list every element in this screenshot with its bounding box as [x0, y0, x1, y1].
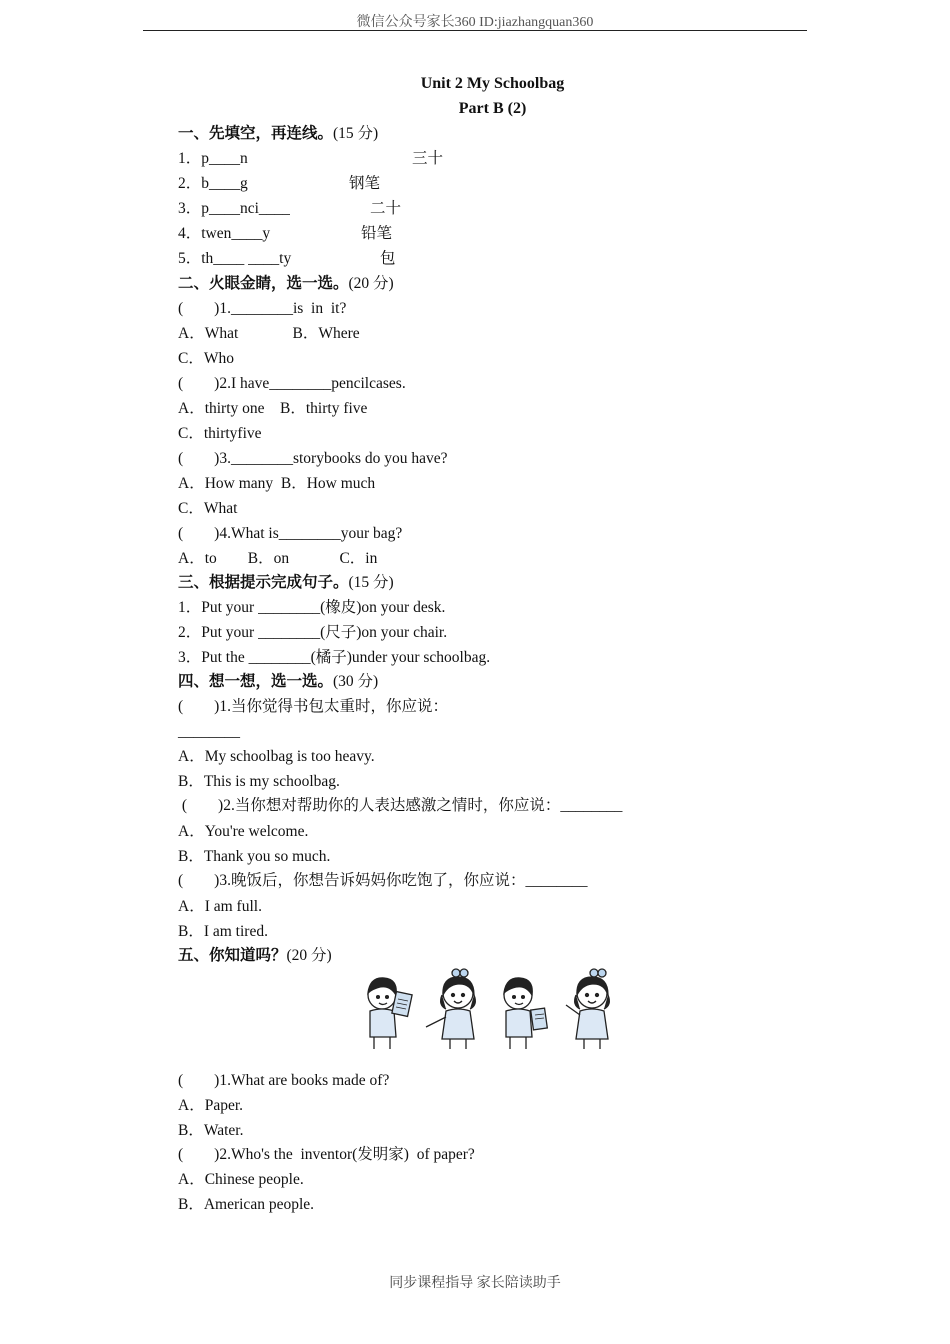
sentence-line: 2．Put your ________(尺子)on your chair. [178, 624, 448, 641]
question-line: ( )2.Who's the inventor(发明家) of paper? [178, 1146, 475, 1163]
sentence-line: 1．Put your ________(橡皮)on your desk. [178, 599, 446, 616]
question-line: ( )2.当你想对帮助你的人表达感激之情时，你应说：________ [178, 797, 623, 814]
answer-blank: ________ [178, 723, 240, 740]
match-word: 三十 [412, 150, 444, 167]
option-line: A．My schoolbag is too heavy. [178, 748, 375, 765]
option-line: A．Paper. [178, 1097, 244, 1114]
option-line: A．Chinese people. [178, 1171, 304, 1188]
section-4-heading: 四、想一想，选一选。(30 分) [178, 673, 379, 690]
match-word: 包 [380, 250, 396, 267]
page-footer: 同步课程指导 家长陪读助手 [389, 1276, 561, 1291]
option-line: B．Thank you so much. [178, 848, 331, 865]
question-line: ( )3.________storybooks do you have? [178, 450, 448, 467]
section-5-heading: 五、你知道吗？(20 分) [178, 947, 332, 964]
option-line: A．You're welcome. [178, 823, 309, 840]
question-line: ( )2.I have________pencilcases. [178, 375, 406, 392]
fill-item: 2．b____g [178, 175, 248, 192]
question-line: ( )3.晚饭后，你想告诉妈妈你吃饱了，你应说：________ [178, 872, 588, 889]
option-line: C．What [178, 500, 238, 517]
option-line: A．I am full. [178, 898, 262, 915]
sentence-line: 3．Put the ________(橘子)under your schoolbag. [178, 649, 491, 666]
header-rule [143, 30, 807, 31]
page-title: Unit 2 My Schoolbag [420, 75, 565, 92]
section-2-heading: 二、火眼金睛，选一选。(20 分) [178, 275, 394, 292]
fill-item: 5．th____ ____ty [178, 250, 292, 267]
question-line: ( )1.What are books made of? [178, 1072, 390, 1089]
page-header: 微信公众号家长360 ID:jiazhangquan360 [356, 15, 594, 30]
page-subtitle: Part B (2) [458, 100, 527, 117]
fill-item: 4．twen____y [178, 225, 271, 242]
option-line: A．to B．on C．in [178, 550, 378, 567]
option-line: A．thirty one B．thirty five [178, 400, 368, 417]
option-line: C．Who [178, 350, 234, 367]
option-line: A．How many B．How much [178, 475, 376, 492]
option-line: C．thirtyfive [178, 425, 262, 442]
section-1-heading: 一、先填空，再连线。(15 分) [178, 125, 379, 142]
match-word: 铅笔 [361, 225, 393, 242]
section-3-heading: 三、根据提示完成句子。(15 分) [178, 574, 394, 591]
option-line: B．This is my schoolbag. [178, 773, 340, 790]
match-word: 钢笔 [349, 175, 381, 192]
match-word: 二十 [370, 200, 402, 217]
question-line: ( )1.当你觉得书包太重时，你应说： [178, 698, 448, 715]
fill-item: 1．p____n [178, 150, 248, 167]
question-line: ( )1.________is in it? [178, 300, 347, 317]
fill-item: 3．p____nci____ [178, 200, 290, 217]
option-line: A．What B．Where [178, 325, 360, 342]
option-line: B．Water. [178, 1122, 244, 1139]
question-line: ( )4.What is________your bag? [178, 525, 403, 542]
option-line: B．I am tired. [178, 923, 268, 940]
option-line: B．American people. [178, 1196, 315, 1213]
children-illustration [360, 965, 622, 1051]
